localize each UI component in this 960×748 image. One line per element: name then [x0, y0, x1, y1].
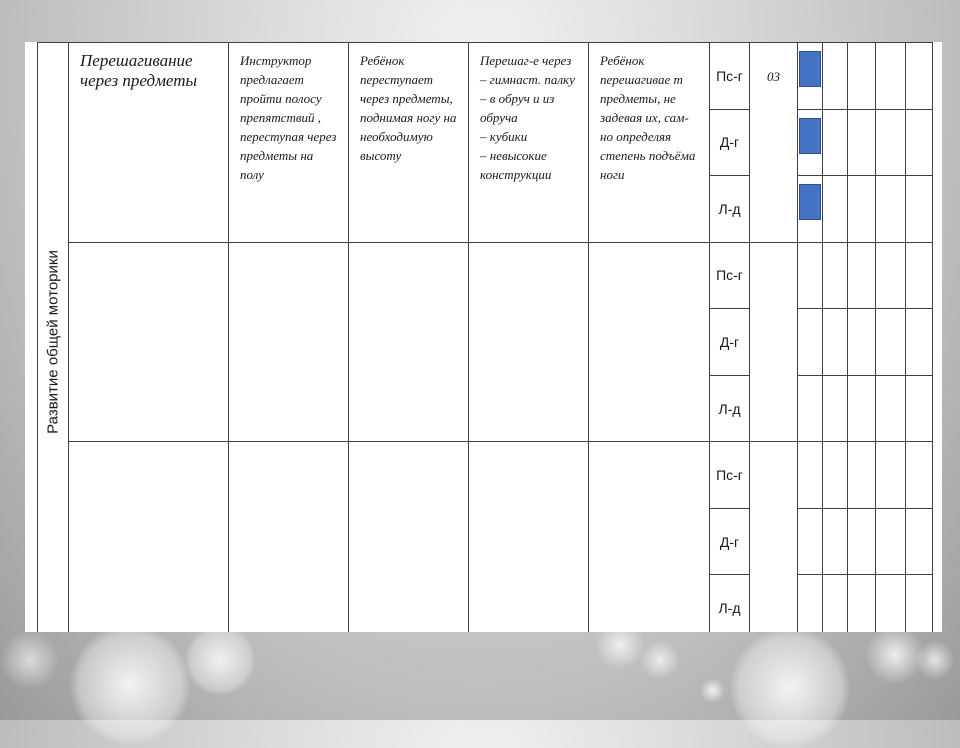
section-label-cell	[38, 43, 69, 633]
empty-cell[interactable]	[906, 242, 933, 309]
variants-cell	[469, 43, 589, 243]
empty-cell[interactable]	[848, 109, 876, 176]
empty-cell[interactable]	[906, 575, 933, 632]
child-action-cell[interactable]	[349, 442, 469, 632]
table-row	[38, 43, 933, 110]
bokeh-light	[640, 640, 680, 680]
mark-filled	[799, 51, 821, 87]
bokeh-light	[70, 625, 190, 745]
result-cell	[589, 43, 710, 243]
empty-cell[interactable]	[906, 375, 933, 442]
result-cell[interactable]	[589, 442, 710, 632]
mark-filled	[799, 184, 821, 220]
mark-filled	[799, 118, 821, 154]
bokeh-light	[185, 625, 255, 695]
empty-cell[interactable]	[848, 375, 876, 442]
empty-cell[interactable]	[848, 309, 876, 376]
level-label: Пс-г	[710, 442, 750, 509]
variants-text: Перешаг-е через – гимнаст. палку – в обруч и из обруча – кубики – невысокие конструкции	[480, 53, 575, 182]
instruction-cell	[229, 43, 349, 243]
date-cell[interactable]	[750, 242, 798, 442]
activity-text: Перешагивание через предметы	[80, 51, 198, 90]
bokeh-light	[915, 640, 955, 680]
child-action-cell[interactable]	[349, 242, 469, 442]
empty-cell[interactable]	[876, 43, 906, 110]
instruction-cell[interactable]	[229, 242, 349, 442]
empty-cell[interactable]	[876, 309, 906, 376]
empty-cell[interactable]	[798, 575, 823, 632]
empty-cell[interactable]	[823, 508, 848, 575]
empty-cell[interactable]	[876, 242, 906, 309]
mark-cell[interactable]	[798, 176, 823, 243]
variants-cell[interactable]	[469, 442, 589, 632]
empty-cell[interactable]	[848, 176, 876, 243]
table-row	[38, 442, 933, 509]
variants-cell[interactable]	[469, 242, 589, 442]
instruction-cell[interactable]	[229, 442, 349, 632]
empty-cell[interactable]	[906, 176, 933, 243]
empty-cell[interactable]	[848, 43, 876, 110]
date-cell: 03	[750, 43, 798, 243]
empty-cell[interactable]	[876, 176, 906, 243]
activity-cell[interactable]	[69, 242, 229, 442]
activity-text	[69, 442, 228, 450]
document-sheet	[25, 42, 942, 632]
result-text: Ребёнок перешагивае т предметы, не задевая их, сам-но определяя степень подъёма ноги	[600, 53, 696, 182]
level-label: Д-г	[710, 309, 750, 376]
level-label: Д-г	[710, 109, 750, 176]
empty-cell[interactable]	[876, 442, 906, 509]
empty-cell[interactable]	[906, 109, 933, 176]
empty-cell[interactable]	[798, 508, 823, 575]
empty-cell[interactable]	[823, 176, 848, 243]
mark-cell[interactable]	[798, 43, 823, 110]
empty-cell[interactable]	[823, 575, 848, 632]
result-cell[interactable]	[589, 242, 710, 442]
empty-cell[interactable]	[798, 442, 823, 509]
mark-cell[interactable]	[798, 109, 823, 176]
empty-cell[interactable]	[906, 309, 933, 376]
activity-cell	[69, 43, 229, 243]
child-action-cell	[349, 43, 469, 243]
empty-cell[interactable]	[876, 375, 906, 442]
bokeh-light	[700, 678, 725, 703]
table-row	[38, 242, 933, 309]
empty-cell[interactable]	[823, 309, 848, 376]
empty-cell[interactable]	[848, 242, 876, 309]
empty-cell[interactable]	[823, 109, 848, 176]
empty-cell[interactable]	[798, 242, 823, 309]
empty-cell[interactable]	[823, 375, 848, 442]
level-label: Л-д	[710, 375, 750, 442]
level-label: Л-д	[710, 575, 750, 632]
empty-cell[interactable]	[798, 309, 823, 376]
empty-cell[interactable]	[876, 508, 906, 575]
instruction-text: Инструктор предлагает пройти полосу препятствий , переступая через предметы на полу	[240, 53, 337, 182]
assessment-table	[37, 42, 933, 632]
child-action-text: Ребёнок переступает через предметы, поднимая ногу на необходимую высоту	[360, 53, 457, 163]
empty-cell[interactable]	[906, 508, 933, 575]
date-cell[interactable]	[750, 442, 798, 632]
empty-cell[interactable]	[823, 242, 848, 309]
empty-cell[interactable]	[848, 442, 876, 509]
activity-text	[69, 243, 228, 251]
bokeh-light	[0, 630, 60, 690]
empty-cell[interactable]	[906, 43, 933, 110]
level-label: Пс-г	[710, 43, 750, 110]
bokeh-light	[865, 625, 925, 685]
empty-cell[interactable]	[823, 43, 848, 110]
section-label: Развитие общей моторики	[44, 250, 62, 434]
level-label: Л-д	[710, 176, 750, 243]
empty-cell[interactable]	[798, 375, 823, 442]
level-label: Пс-г	[710, 242, 750, 309]
empty-cell[interactable]	[876, 109, 906, 176]
activity-cell[interactable]	[69, 442, 229, 632]
empty-cell[interactable]	[848, 508, 876, 575]
empty-cell[interactable]	[876, 575, 906, 632]
bokeh-light	[730, 628, 850, 748]
level-label: Д-г	[710, 508, 750, 575]
empty-cell[interactable]	[906, 442, 933, 509]
empty-cell[interactable]	[848, 575, 876, 632]
empty-cell[interactable]	[823, 442, 848, 509]
